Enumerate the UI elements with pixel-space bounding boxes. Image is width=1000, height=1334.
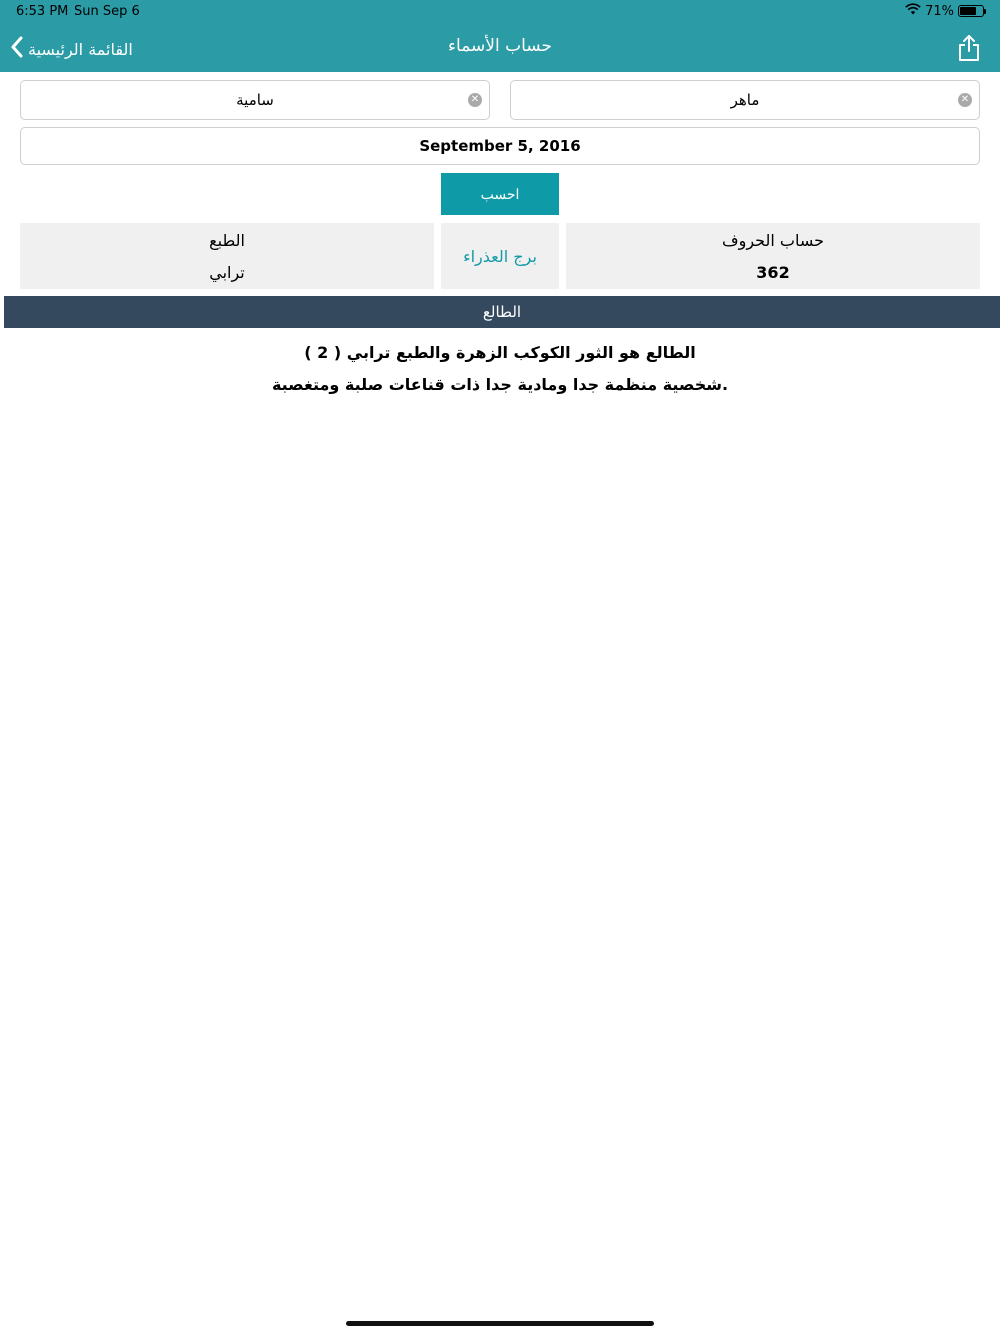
battery-percent: 71% [925, 3, 954, 19]
page-title: حساب الأسماء [448, 36, 552, 56]
result-line-1: ( 2 ) الطالع هو الثور الكوكب الزهرة والطبع ترابي [304, 343, 696, 362]
second-name-input[interactable] [21, 81, 489, 119]
wifi-icon [905, 3, 921, 19]
calculate-button[interactable]: احسب [441, 173, 559, 215]
battery-fill [960, 7, 976, 15]
share-button[interactable] [958, 34, 980, 66]
zodiac-panel [441, 223, 559, 289]
letters-panel [566, 223, 980, 289]
home-indicator [346, 1321, 654, 1326]
navigation-bar [0, 0, 1000, 72]
nature-label: الطبع [209, 231, 245, 250]
nature-value: ترابي [209, 263, 245, 282]
first-name-field[interactable] [510, 80, 980, 120]
result-line-2: شخصية منظمة جدا ومادية جدا ذات قناعات صلبة ومتغصبة. [271, 375, 729, 394]
zodiac-value: برج العذراء [463, 247, 537, 266]
battery-icon [958, 5, 984, 17]
status-time: 6:53 PM [16, 4, 69, 19]
date-input[interactable] [21, 128, 979, 164]
status-indicators [905, 3, 984, 19]
clear-icon[interactable]: ✕ [468, 93, 482, 107]
share-icon [958, 47, 980, 66]
back-button-label: القائمة الرئيسية [28, 39, 133, 59]
first-name-input[interactable] [511, 81, 979, 119]
second-name-field[interactable] [20, 80, 490, 120]
clear-icon[interactable]: ✕ [958, 93, 972, 107]
section-header: الطالع [4, 296, 1000, 328]
status-date: Sun Sep 6 [74, 4, 140, 19]
letters-label: حساب الحروف [722, 231, 824, 250]
date-field[interactable] [20, 127, 980, 165]
nature-panel [20, 223, 434, 289]
letters-value: 362 [756, 263, 790, 282]
